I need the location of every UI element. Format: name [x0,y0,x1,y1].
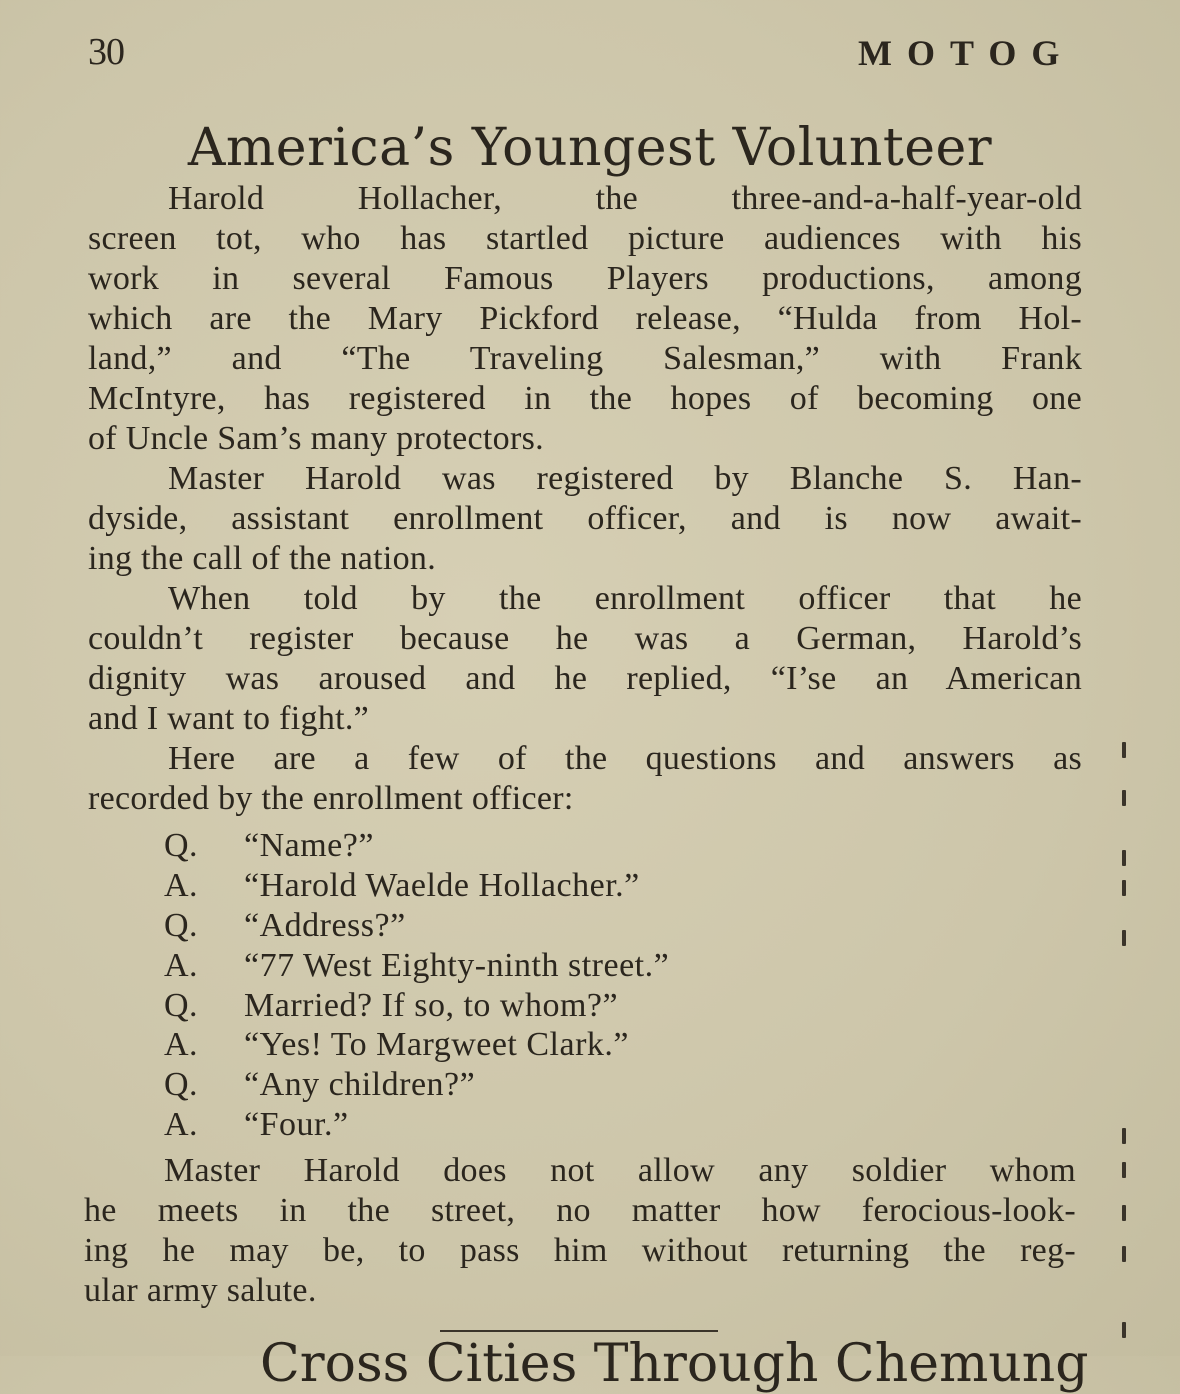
running-head: MOTOG [858,33,1075,73]
paragraph-line: he meets in the street, no matter how ferocious-look- [84,1192,1076,1229]
next-article-heading-text: Cross Cities Through Chemung [260,1334,1089,1394]
qa-label: A. [164,1106,199,1143]
qa-label: A. [164,1026,199,1063]
next-article-heading-cutoff [260,1334,1089,1394]
paragraph-line: dyside, assistant enrollment officer, and is now await- [88,500,1082,537]
edge-mark [1122,1246,1126,1262]
qa-label: A. [164,867,199,904]
edge-mark [1122,880,1126,896]
edge-mark [1122,930,1126,946]
paragraph-line: of Uncle Sam’s many protectors. [88,420,544,457]
qa-text: “Four.” [244,1106,349,1143]
qa-line [164,906,406,946]
qa-line [164,866,640,906]
qa-line [164,986,618,1026]
edge-mark [1122,1128,1126,1144]
edge-mark [1122,742,1126,758]
paragraph-line: ing the call of the nation. [88,540,437,577]
paragraph-line: and I want to fight.” [88,700,370,737]
paragraph-line: land,” and “The Traveling Salesman,” with Frank [88,340,1082,377]
edge-mark [1122,1205,1126,1221]
paragraph-line: Harold Hollacher, the three-and-a-half-year-old [168,180,1082,217]
paragraph-line: dignity was aroused and he replied, “I’se an American [88,660,1082,697]
qa-text: Married? If so, to whom?” [244,987,619,1024]
paragraph-line: Here are a few of the questions and answers as [168,740,1082,777]
qa-label: Q. [164,907,199,944]
qa-label: Q. [164,827,199,864]
edge-mark [1122,1322,1126,1338]
qa-text: “Any children?” [244,1066,476,1103]
edge-mark [1122,850,1126,866]
paragraph-line: ing he may be, to pass him without returning the reg- [84,1232,1076,1269]
paragraph-line: which are the Mary Pickford release, “Hulda from Hol- [88,300,1082,337]
qa-line [164,946,669,986]
page-number: 30 [88,31,124,73]
qa-text: “77 West Eighty-ninth street.” [244,947,670,984]
qa-label: Q. [164,987,199,1024]
paragraph-line: When told by the enrollment officer that he [168,580,1082,617]
qa-text: “Harold Waelde Hollacher.” [244,867,640,904]
paragraph-line: work in several Famous Players productions, among [88,260,1082,297]
paragraph-line: Master Harold does not allow any soldier whom [164,1152,1076,1189]
adjacent-page-edge [1122,0,1130,1356]
paragraph-line: recorded by the enrollment officer: [88,780,574,817]
qa-label: Q. [164,1066,199,1103]
paragraph-line: McIntyre, has registered in the hopes of becoming one [88,380,1082,417]
qa-label: A. [164,947,199,984]
qa-text: “Yes! To Margweet Clark.” [244,1026,630,1063]
qa-line [164,826,374,866]
paragraph-line: screen tot, who has startled picture audiences with his [88,220,1082,257]
qa-line [164,1065,475,1105]
paragraph-line: Master Harold was registered by Blanche S. Han- [168,460,1082,497]
article-title: America’s Youngest Volunteer [187,118,993,178]
qa-line [164,1105,349,1145]
edge-mark [1122,1162,1126,1178]
section-divider [440,1330,718,1332]
qa-line [164,1025,629,1065]
paragraph-line: ular army salute. [84,1272,317,1309]
qa-text: “Address?” [244,907,406,944]
paragraph-line: couldn’t register because he was a German, Harold’s [88,620,1082,657]
edge-mark [1122,790,1126,806]
qa-text: “Name?” [244,827,374,864]
